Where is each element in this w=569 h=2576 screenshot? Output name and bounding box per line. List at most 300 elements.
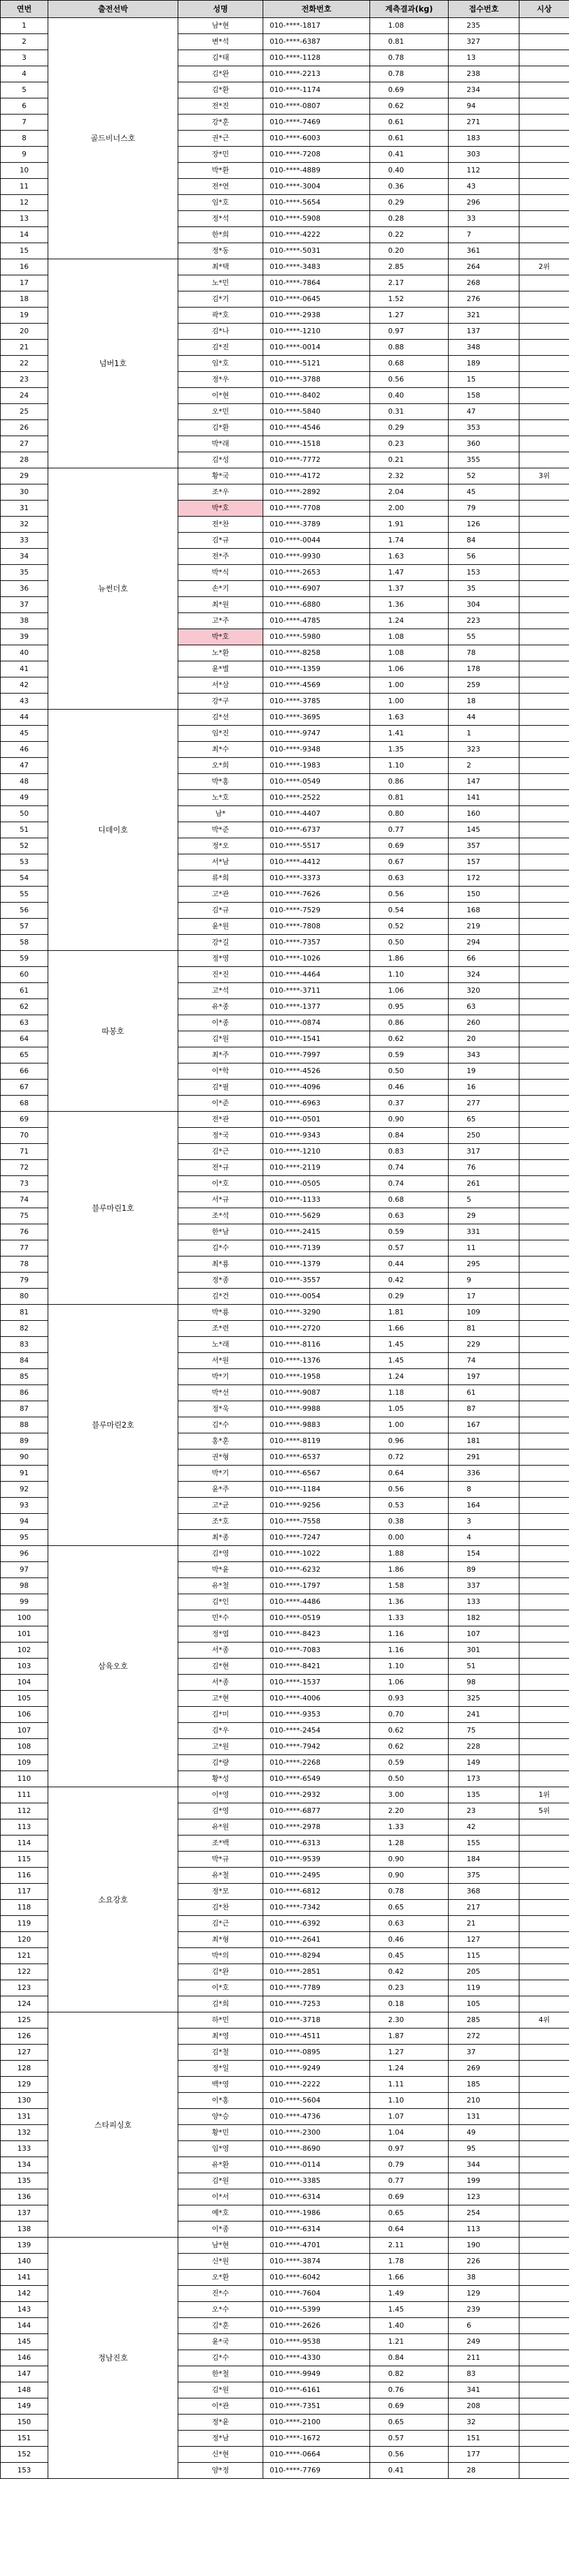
receipt-number-cell: 177 [449,2447,519,2463]
prize-cell [519,1224,569,1240]
header-name: 성명 [178,1,263,18]
receipt-number-cell: 123 [449,2189,519,2205]
receipt-number-cell: 129 [449,2286,519,2302]
phone-cell: 010-****-2268 [263,1755,370,1771]
phone-cell: 010-****-3874 [263,2254,370,2270]
index-cell: 106 [1,1707,48,1723]
index-cell: 59 [1,951,48,967]
receipt-number-cell: 160 [449,806,519,822]
prize-cell: 4위 [519,2012,569,2029]
index-cell: 68 [1,1096,48,1112]
name-cell: 임*영 [178,2141,263,2157]
index-cell: 78 [1,1256,48,1273]
index-cell: 120 [1,1932,48,1948]
index-cell: 63 [1,1015,48,1031]
phone-cell: 010-****-1672 [263,2431,370,2447]
phone-cell: 010-****-2100 [263,2415,370,2431]
phone-cell: 010-****-5399 [263,2302,370,2318]
prize-cell [519,1433,569,1449]
weight-cell: 0.23 [370,1980,449,1996]
prize-cell [519,1707,569,1723]
receipt-number-cell: 167 [449,1417,519,1433]
index-cell: 51 [1,822,48,838]
weight-cell: 0.78 [370,50,449,66]
name-cell: 임*호 [178,356,263,372]
phone-cell: 010-****-4889 [263,163,370,179]
name-cell: 한*남 [178,1224,263,1240]
name-cell: 노*민 [178,275,263,291]
weight-cell: 2.11 [370,2238,449,2254]
name-cell: 민*수 [178,1610,263,1626]
phone-cell: 010-****-5654 [263,195,370,211]
name-cell: 서*종 [178,1675,263,1691]
phone-cell: 010-****-6313 [263,1835,370,1852]
phone-cell: 010-****-6387 [263,34,370,50]
prize-cell: 2위 [519,259,569,275]
name-cell: 하*민 [178,2012,263,2029]
phone-cell: 010-****-3789 [263,517,370,533]
prize-cell [519,2093,569,2109]
weight-cell: 0.00 [370,1530,449,1546]
weight-cell: 0.41 [370,147,449,163]
prize-cell [519,677,569,694]
name-cell: 장*민 [178,147,263,163]
prize-cell [519,356,569,372]
index-cell: 153 [1,2463,48,2479]
prize-cell [519,2029,569,2045]
phone-cell: 010-****-6963 [263,1096,370,1112]
name-cell: 이*현 [178,388,263,404]
weight-cell: 0.21 [370,452,449,468]
phone-cell: 010-****-1022 [263,1546,370,1562]
phone-cell: 010-****-4701 [263,2238,370,2254]
receipt-number-cell: 239 [449,2302,519,2318]
name-cell: 유*종 [178,999,263,1015]
receipt-number-cell: 360 [449,436,519,452]
weight-cell: 0.20 [370,243,449,259]
weight-cell: 0.76 [370,2382,449,2398]
name-cell: 박*윤 [178,1562,263,1578]
prize-cell [519,1610,569,1626]
weight-cell: 0.59 [370,1755,449,1771]
weight-cell: 2.04 [370,484,449,501]
prize-cell: 1위 [519,1787,569,1803]
receipt-number-cell: 9 [449,1273,519,1289]
phone-cell: 010-****-4412 [263,854,370,870]
receipt-number-cell: 38 [449,2270,519,2286]
weight-cell: 1.05 [370,1401,449,1417]
index-cell: 101 [1,1626,48,1642]
prize-cell: 3위 [519,468,569,484]
phone-cell: 010-****-7789 [263,1980,370,1996]
phone-cell: 010-****-4222 [263,227,370,243]
weight-cell: 1.45 [370,2302,449,2318]
index-cell: 137 [1,2205,48,2222]
receipt-number-cell: 182 [449,1610,519,1626]
prize-cell [519,1031,569,1047]
index-cell: 29 [1,468,48,484]
prize-cell [519,629,569,645]
phone-cell: 010-****-2495 [263,1868,370,1884]
name-cell: 고*석 [178,983,263,999]
phone-cell: 010-****-3290 [263,1305,370,1321]
prize-cell [519,452,569,468]
name-cell: 이*호 [178,1176,263,1192]
weight-cell: 0.46 [370,1080,449,1096]
receipt-number-cell: 178 [449,661,519,677]
receipt-number-cell: 32 [449,2415,519,2431]
phone-cell: 010-****-1377 [263,999,370,1015]
weight-cell: 0.68 [370,1192,449,1208]
phone-cell: 010-****-7772 [263,452,370,468]
index-cell: 27 [1,436,48,452]
index-cell: 84 [1,1353,48,1369]
prize-cell [519,2447,569,2463]
index-cell: 110 [1,1771,48,1787]
receipt-number-cell: 375 [449,1868,519,1884]
receipt-number-cell: 19 [449,1063,519,1080]
index-cell: 36 [1,581,48,597]
weight-cell: 0.40 [370,163,449,179]
prize-cell [519,308,569,324]
weight-cell: 1.35 [370,742,449,758]
phone-cell: 010-****-7558 [263,1514,370,1530]
name-cell: 전*진 [178,98,263,115]
index-cell: 64 [1,1031,48,1047]
index-cell: 9 [1,147,48,163]
weight-cell: 0.95 [370,999,449,1015]
receipt-number-cell: 81 [449,1321,519,1337]
weight-cell: 0.41 [370,2463,449,2479]
weight-cell: 0.81 [370,34,449,50]
prize-cell [519,1948,569,1964]
index-cell: 138 [1,2222,48,2238]
name-cell: 정*남 [178,2431,263,2447]
weight-cell: 0.84 [370,1128,449,1144]
weight-cell: 0.23 [370,436,449,452]
index-cell: 7 [1,115,48,131]
phone-cell: 010-****-7253 [263,1996,370,2012]
weight-cell: 1.36 [370,597,449,613]
prize-cell [519,1819,569,1835]
index-cell: 127 [1,2045,48,2061]
weight-cell: 0.50 [370,1063,449,1080]
prize-cell [519,565,569,581]
prize-cell [519,2431,569,2447]
weight-cell: 2.00 [370,501,449,517]
index-cell: 126 [1,2029,48,2045]
index-cell: 46 [1,742,48,758]
weight-cell: 0.29 [370,195,449,211]
name-cell: 남*현 [178,2238,263,2254]
prize-cell [519,710,569,726]
receipt-number-cell: 355 [449,452,519,468]
prize-cell [519,1514,569,1530]
name-cell: 백*영 [178,2077,263,2093]
phone-cell: 010-****-5517 [263,838,370,854]
weight-cell: 0.62 [370,98,449,115]
index-cell: 42 [1,677,48,694]
receipt-number-cell: 294 [449,935,519,951]
phone-cell: 010-****-7247 [263,1530,370,1546]
weight-cell: 0.42 [370,1964,449,1980]
index-cell: 30 [1,484,48,501]
prize-cell [519,1852,569,1868]
index-cell: 129 [1,2077,48,2093]
name-cell: 오*민 [178,404,263,420]
receipt-number-cell: 47 [449,404,519,420]
prize-cell [519,1096,569,1112]
name-cell: 이*호 [178,1980,263,1996]
prize-cell [519,1594,569,1610]
receipt-number-cell: 303 [449,147,519,163]
index-cell: 149 [1,2398,48,2415]
weight-cell: 1.16 [370,1642,449,1659]
name-cell: 진*수 [178,2286,263,2302]
phone-cell: 010-****-6161 [263,2382,370,2398]
prize-cell [519,1626,569,1642]
name-cell: 전*관 [178,1112,263,1128]
receipt-number-cell: 181 [449,1433,519,1449]
phone-cell: 010-****-1541 [263,1031,370,1047]
receipt-number-cell: 336 [449,1466,519,1482]
phone-cell: 010-****-1797 [263,1578,370,1594]
phone-cell: 010-****-2300 [263,2125,370,2141]
prize-cell [519,291,569,308]
prize-cell: 5위 [519,1803,569,1819]
name-cell: 조*우 [178,484,263,501]
name-cell: 신*현 [178,2447,263,2463]
name-cell: 김*희 [178,1996,263,2012]
receipt-number-cell: 261 [449,1176,519,1192]
index-cell: 18 [1,291,48,308]
receipt-number-cell: 155 [449,1835,519,1852]
prize-cell [519,115,569,131]
boat-name-cell: 소요강호 [48,1787,178,2012]
prize-cell [519,1256,569,1273]
index-cell: 80 [1,1289,48,1305]
index-cell: 152 [1,2447,48,2463]
prize-cell [519,2205,569,2222]
receipt-number-cell: 126 [449,517,519,533]
index-cell: 54 [1,870,48,887]
name-cell: 이*홍 [178,2093,263,2109]
name-cell: 전*연 [178,179,263,195]
index-cell: 93 [1,1498,48,1514]
index-cell: 10 [1,163,48,179]
prize-cell [519,533,569,549]
index-cell: 92 [1,1482,48,1498]
prize-cell [519,18,569,34]
weight-cell: 1.28 [370,1835,449,1852]
index-cell: 116 [1,1868,48,1884]
weight-cell: 1.45 [370,1337,449,1353]
receipt-number-cell: 56 [449,549,519,565]
name-cell: 조*석 [178,1208,263,1224]
prize-cell [519,2173,569,2189]
name-cell: 홍*훈 [178,1433,263,1449]
receipt-number-cell: 341 [449,2382,519,2398]
receipt-number-cell: 304 [449,597,519,613]
name-cell: 이*종 [178,2222,263,2238]
name-cell: 남* [178,806,263,822]
receipt-number-cell: 241 [449,1707,519,1723]
name-cell: 윤*주 [178,1482,263,1498]
index-cell: 44 [1,710,48,726]
weight-cell: 0.40 [370,388,449,404]
name-cell: 고*주 [178,613,263,629]
receipt-number-cell: 264 [449,259,519,275]
name-cell: 양*정 [178,2463,263,2479]
index-cell: 125 [1,2012,48,2029]
prize-cell [519,179,569,195]
name-cell: 김*철 [178,2045,263,2061]
name-cell: 박*의 [178,1948,263,1964]
name-cell: 김*우 [178,1723,263,1739]
index-cell: 24 [1,388,48,404]
table-row [1,951,569,967]
prize-cell [519,1449,569,1466]
receipt-number-cell: 131 [449,2109,519,2125]
phone-cell: 010-****-1359 [263,661,370,677]
index-cell: 40 [1,645,48,661]
phone-cell: 010-****-9949 [263,2366,370,2382]
weight-cell: 1.88 [370,1546,449,1562]
prize-cell [519,1675,569,1691]
phone-cell: 010-****-0054 [263,1289,370,1305]
phone-cell: 010-****-3385 [263,2173,370,2189]
name-cell: 김*규 [178,533,263,549]
header-phone: 전화번호 [263,1,370,18]
receipt-number-cell: 210 [449,2093,519,2109]
receipt-number-cell: 135 [449,1787,519,1803]
receipt-number-cell: 115 [449,1948,519,1964]
index-cell: 113 [1,1819,48,1835]
receipt-number-cell: 324 [449,967,519,983]
prize-cell [519,1980,569,1996]
name-cell: 유*철 [178,1868,263,1884]
name-cell: 진*진 [178,967,263,983]
receipt-number-cell: 66 [449,951,519,967]
prize-cell [519,983,569,999]
index-cell: 151 [1,2431,48,2447]
phone-cell: 010-****-3373 [263,870,370,887]
prize-cell [519,1369,569,1385]
weight-cell: 0.65 [370,2205,449,2222]
prize-cell [519,1466,569,1482]
prize-cell [519,1112,569,1128]
name-cell: 양*승 [178,2109,263,2125]
name-cell: 전*찬 [178,517,263,533]
index-cell: 66 [1,1063,48,1080]
index-cell: 22 [1,356,48,372]
receipt-number-cell: 98 [449,1675,519,1691]
phone-cell: 010-****-6537 [263,1449,370,1466]
name-cell: 박*식 [178,565,263,581]
receipt-number-cell: 189 [449,356,519,372]
name-cell: 김*수 [178,2350,263,2366]
name-cell: 신*원 [178,2254,263,2270]
receipt-number-cell: 33 [449,211,519,227]
name-cell: 정*종 [178,1273,263,1289]
phone-cell: 010-****-4511 [263,2029,370,2045]
weight-cell: 1.24 [370,613,449,629]
table-row [1,1787,569,1803]
receipt-number-cell: 226 [449,2254,519,2270]
index-cell: 86 [1,1385,48,1401]
phone-cell: 010-****-6392 [263,1916,370,1932]
name-cell: 강*훈 [178,115,263,131]
index-cell: 52 [1,838,48,854]
phone-cell: 010-****-9930 [263,549,370,565]
phone-cell: 010-****-4526 [263,1063,370,1080]
weight-cell: 1.41 [370,726,449,742]
weight-cell: 0.82 [370,2366,449,2382]
index-cell: 2 [1,34,48,50]
prize-cell [519,501,569,517]
receipt-number-cell: 197 [449,1369,519,1385]
phone-cell: 010-****-0114 [263,2157,370,2173]
receipt-number-cell: 157 [449,854,519,870]
header-index: 연번 [1,1,48,18]
prize-cell [519,613,569,629]
name-cell: 전*규 [178,1160,263,1176]
table-row [1,468,569,484]
receipt-number-cell: 190 [449,2238,519,2254]
weight-cell: 1.11 [370,2077,449,2093]
name-cell: 박*래 [178,436,263,452]
phone-cell: 010-****-9249 [263,2061,370,2077]
name-cell: 전*주 [178,549,263,565]
weight-cell: 0.62 [370,1739,449,1755]
index-cell: 21 [1,340,48,356]
name-cell: 최*형 [178,1932,263,1948]
name-cell: 임*호 [178,195,263,211]
phone-cell: 010-****-0044 [263,533,370,549]
weight-cell: 2.17 [370,275,449,291]
boat-name-cell: 디데이호 [48,710,178,951]
name-cell: 김*현 [178,1659,263,1675]
weight-cell: 2.20 [370,1803,449,1819]
index-cell: 143 [1,2302,48,2318]
index-cell: 99 [1,1594,48,1610]
weight-cell: 1.66 [370,1321,449,1337]
phone-cell: 010-****-6549 [263,1771,370,1787]
weight-cell: 1.81 [370,1305,449,1321]
weight-cell: 0.69 [370,2189,449,2205]
receipt-number-cell: 317 [449,1144,519,1160]
prize-cell [519,790,569,806]
phone-cell: 010-****-0505 [263,1176,370,1192]
name-cell: 정*영 [178,951,263,967]
index-cell: 96 [1,1546,48,1562]
phone-cell: 010-****-6907 [263,581,370,597]
index-cell: 50 [1,806,48,822]
index-cell: 43 [1,694,48,710]
prize-cell [519,1482,569,1498]
prize-cell [519,2141,569,2157]
name-cell: 최*주 [178,1047,263,1063]
phone-cell: 010-****-2626 [263,2318,370,2334]
name-cell: 최*룡 [178,1256,263,1273]
receipt-number-cell: 337 [449,1578,519,1594]
receipt-number-cell: 35 [449,581,519,597]
receipt-number-cell: 20 [449,1031,519,1047]
weight-cell: 2.85 [370,259,449,275]
weight-cell: 0.63 [370,1208,449,1224]
phone-cell: 010-****-9343 [263,1128,370,1144]
phone-cell: 010-****-2454 [263,1723,370,1739]
